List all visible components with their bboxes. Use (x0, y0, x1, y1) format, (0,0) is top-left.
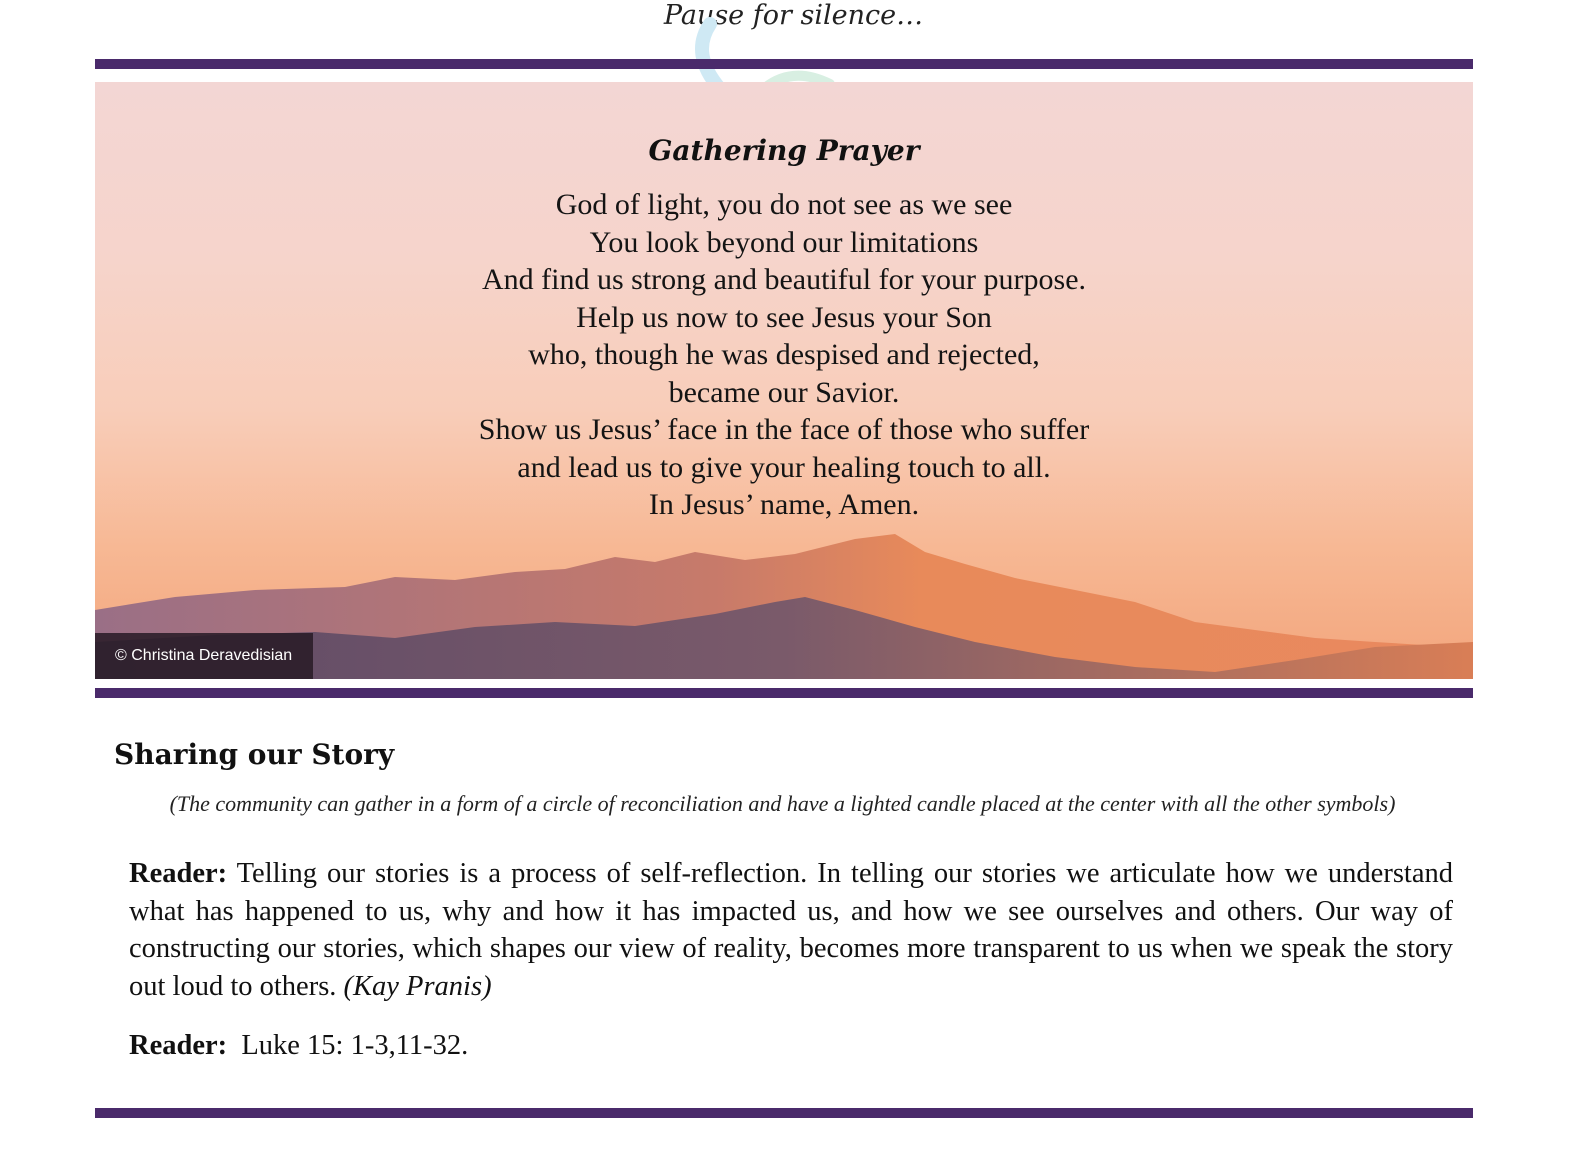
top-rule (95, 59, 1473, 69)
prayer-line: who, though he was despised and rejected, (528, 338, 1040, 371)
prayer-line: and lead us to give your healing touch to all. (517, 450, 1051, 484)
prayer-line: And find us strong and beautiful for your purpose. (481, 263, 1087, 296)
reader-paragraph (129, 855, 1453, 1005)
scripture-reading (129, 1027, 468, 1065)
reading-text: Luke 15: 1-3,11-32. (241, 1030, 469, 1061)
pause-for-silence: Pause for silence… (663, 0, 924, 31)
prayer-text (95, 186, 1473, 524)
bottom-rule (95, 1108, 1473, 1118)
prayer-banner (95, 82, 1473, 679)
reader-citation: (Kay Pranis) (343, 970, 492, 1002)
sharing-instruction: (The community can gather in a form of a circle of reconciliation and have a lighted candle placed at the center with all the other symbols) (169, 791, 1396, 816)
reader-text: Telling our stories is a process of self-reflection. In telling our stories we articulate how we understand what has happened to us, why and how it has impacted us, and how we see ourselves and others. Our way of constructing our stories, which shapes our view of reality, becomes more transparent to us when we speak the story out loud to others. (129, 858, 1453, 1002)
reading-label: Reader: (129, 1030, 228, 1061)
prayer-line: became our Savior. (668, 375, 900, 409)
prayer-line: Help us now to see Jesus your Son (576, 300, 992, 334)
photo-credit: © Christina Deravedisian (95, 633, 313, 679)
prayer-line: In Jesus’ name, Amen. (648, 488, 920, 521)
gathering-prayer-title: Gathering Prayer (648, 134, 920, 167)
prayer-line: Show us Jesus’ face in the face of those who suffer (478, 413, 1090, 446)
sharing-story-title: Sharing our Story (114, 738, 395, 771)
prayer-line: God of light, you do not see as we see (555, 188, 1013, 221)
prayer-line: You look beyond our limitations (589, 225, 979, 259)
middle-rule (95, 688, 1473, 698)
reader-label: Reader: (129, 858, 228, 889)
watermark-logo (650, 4, 890, 94)
